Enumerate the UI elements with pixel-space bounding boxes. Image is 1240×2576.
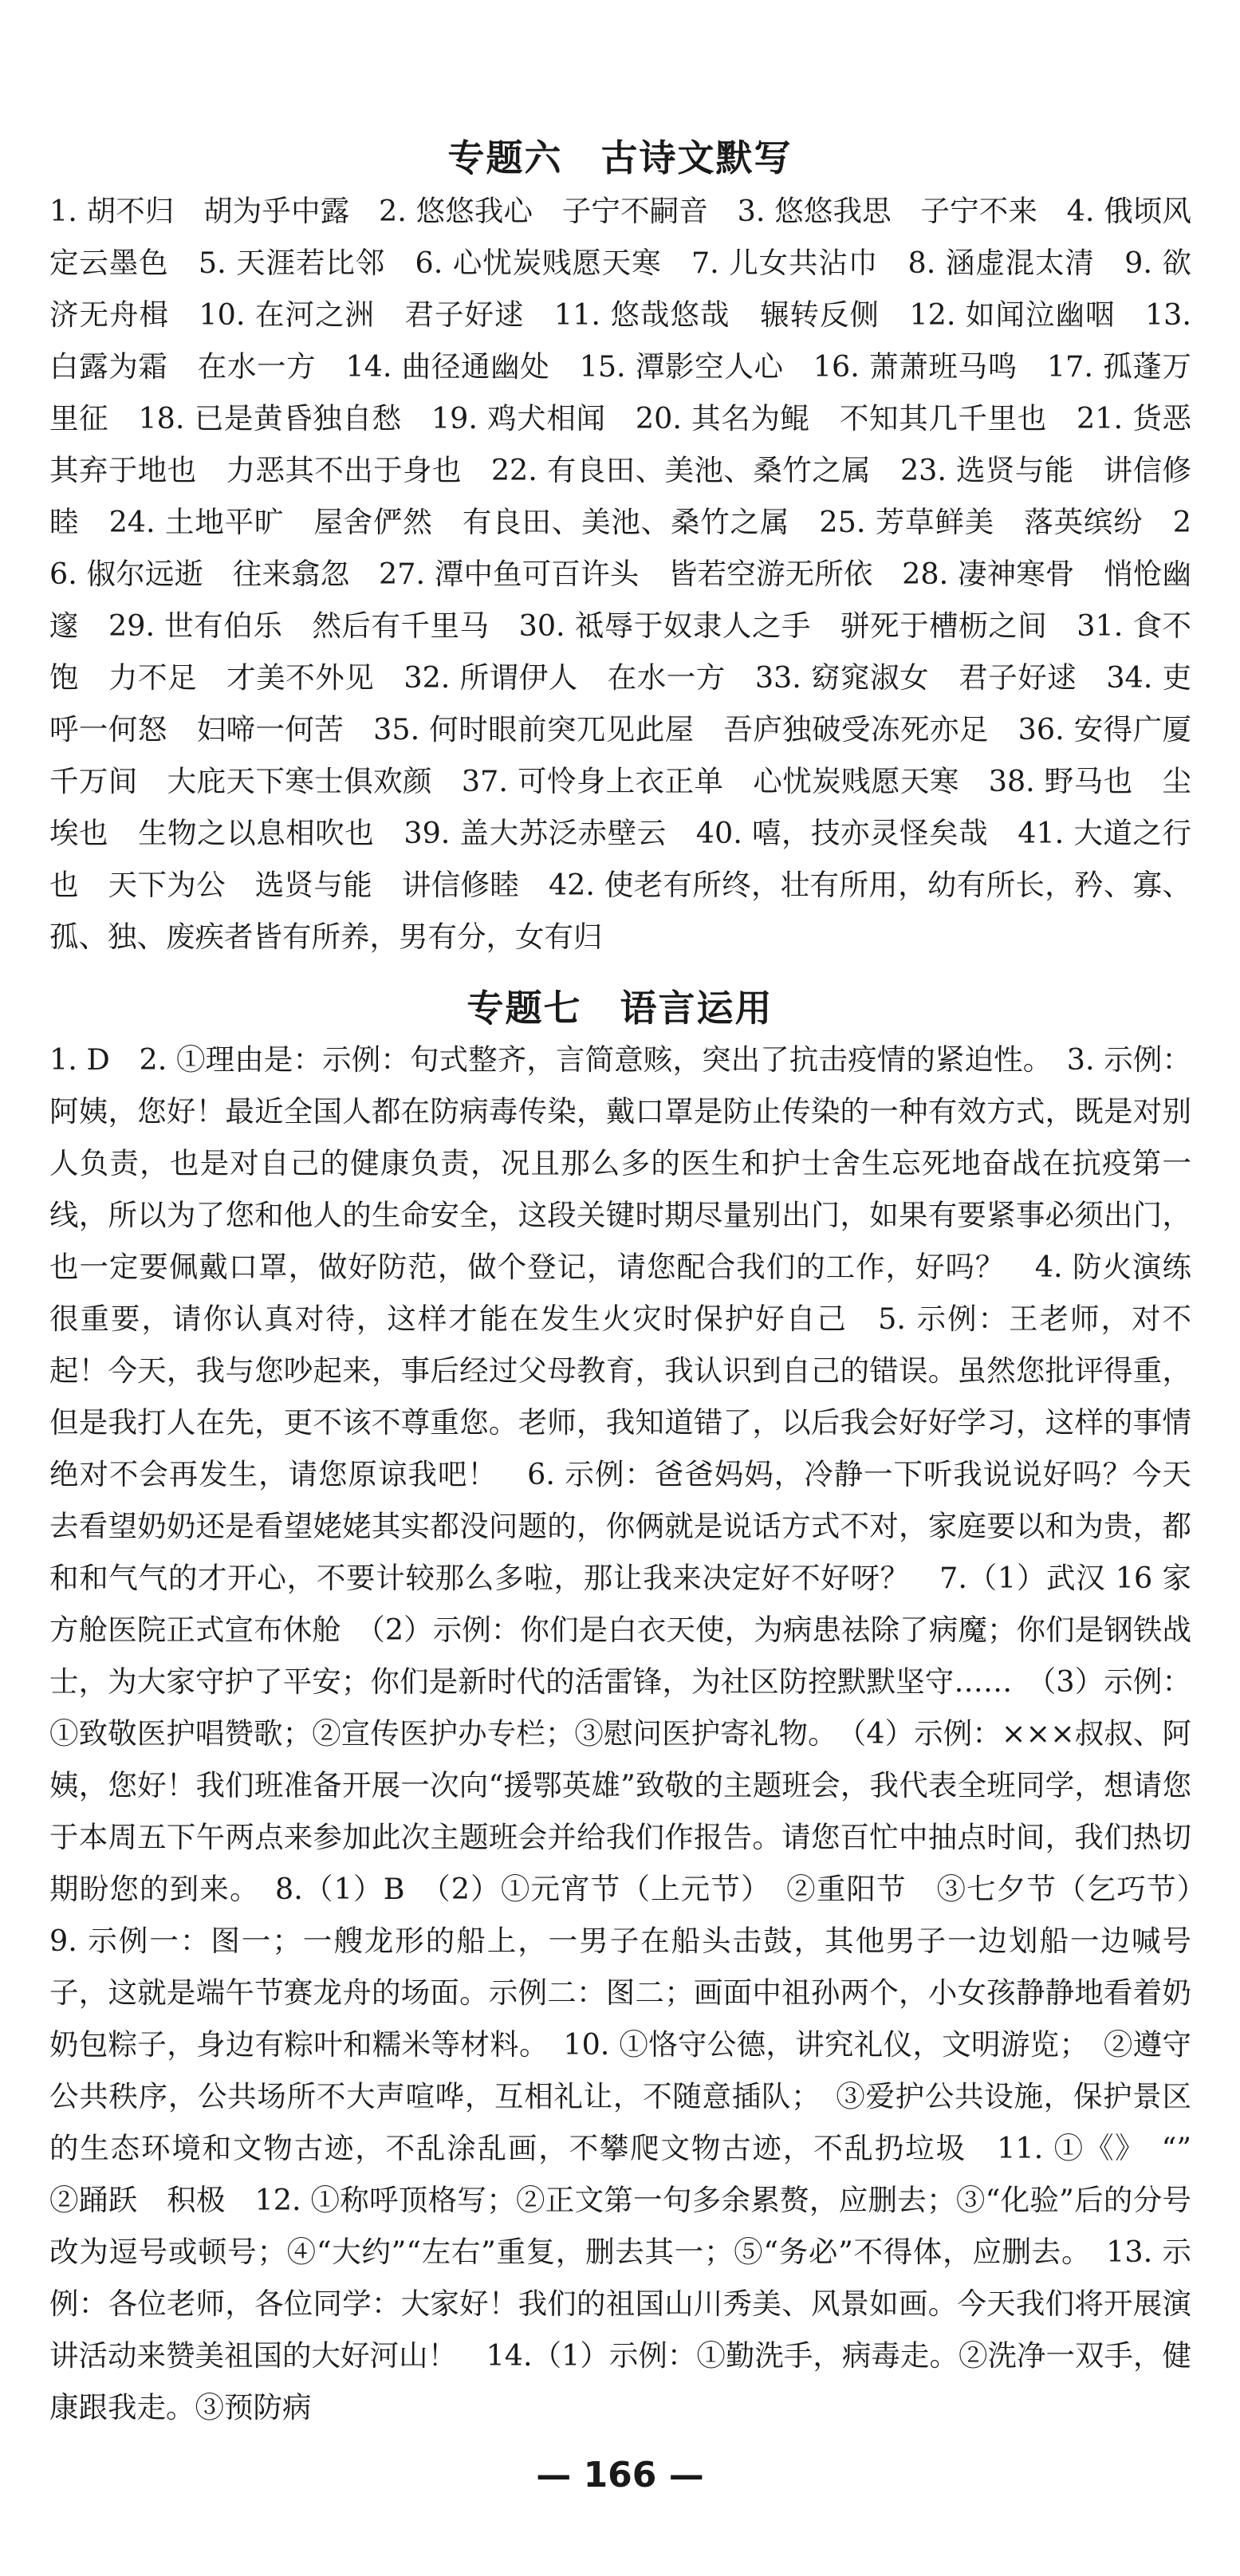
section-title-topic-6: 专题六 古诗文默写 bbox=[447, 136, 793, 179]
answers-topic-6: 1. 胡不归 胡为乎中露 2. 悠悠我心 子宁不嗣音 3. 悠悠我思 子宁不来 4. 俄顷风定云墨色 5. 天涯若比邻 6. 心忧炭贱愿天寒 7. 儿女共沾巾 8. 涵虚混太清 9. 欲济无舟楫 10. 在河之洲 君子好逑 11. 悠哉悠哉 辗转反侧 12. 如闻泣幽咽 13. 白露为霜 在水一方 14. 曲径通幽处 15. 潭影空人心 16. 萧萧班马鸣 17. 孤蓬万里征 18. 已是黄昏独自愁 19. 鸡犬相闻 20. 其名为鲲 不知其几千里也 21. 货恶其弃于地也 力恶其不出于身也 22. 有良田、美池、桑竹之属 23. 选贤与能 讲信修睦 24. 土地平旷 屋舍俨然 有良田、美池、桑竹之属 25. 芳草鲜美 落英缤纷 26. 俶尔远逝 往来翕忽 27. 潭中鱼可百许头 皆若空游无所依 28. 凄神寒骨 悄怆幽邃 29. 世有伯乐 然后有千里马 30. 祗辱于奴隶人之手 骈死于槽枥之间 31. 食不饱 力不足 才美不外见 32. 所谓伊人 在水一方 33. 窈窕淑女 君子好逑 34. 吏呼一何怒 妇啼一何苦 35. 何时眼前突兀见此屋 吾庐独破受冻死亦足 36. 安得广厦千万间 大庇天下寒士俱欢颜 37. 可怜身上衣正单 心忧炭贱愿天寒 38. 野马也 尘埃也 生物之以息相吹也 39. 盖大苏泛赤壁云 40. 嘻，技亦灵怪矣哉 41. 大道之行也 天下为公 选贤与能 讲信修睦 42. 使老有所终，壮有所用，幼有所长，矜、寡、孤、独、废疾者皆有所养，男有分，女有归 bbox=[49, 194, 1191, 954]
section-title-topic-7: 专题七 语言运用 bbox=[466, 987, 774, 1030]
page-number: — 166 — bbox=[536, 2455, 704, 2495]
answers-topic-7: 1. D 2. ①理由是：示例：句式整齐，言简意赅，突出了抗击疫情的紧迫性。 3. 示例：阿姨，您好！最近全国人都在防病毒传染，戴口罩是防止传染的一种有效方式，既是对别人负责，也是对自己的健康负责，况且那么多的医生和护士舍生忘死地奋战在抗疫第一线，所以为了您和他人的生命安全，这段关键时期尽量别出门，如果有要紧事必须出门，也一定要佩戴口罩，做好防范，做个登记，请您配合我们的工作，好吗？ 4. 防火演练很重要，请你认真对待，这样才能在发生火灾时保护好自己 5. 示例：王老师，对不起！今天，我与您吵起来，事后经过父母教育，我认识到自己的错误。虽然您批评得重，但是我打人在先，更不该不尊重您。老师，我知道错了，以后我会好好学习，这样的事情绝对不会再发生，请您原谅我吧！ 6. 示例：爸爸妈妈，冷静一下听我说说好吗？今天去看望奶奶还是看望姥姥其实都没问题的，你俩就是说话方式不对，家庭要以和为贵，都和和气气的才开心，不要计较那么多啦，那让我来决定好不好呀？ 7.（1）武汉 16 家方舱医院正式宣布休舱 （2）示例：你们是白衣天使，为病患祛除了病魔；你们是钢铁战士，为大家守护了平安；你们是新时代的活雷锋，为社区防控默默坚守…… （3）示例：①致敬医护唱赞歌；②宣传医护办专栏；③慰问医护寄礼物。 （4）示例：×××叔叔、阿姨，您好！我们班准备开展一次向“援鄂英雄”致敬的主题班会，我代表全班同学，想请您于本周五下午两点来参加此次主题班会并给我们作报告。请您百忙中抽点时间，我们热切期盼您的到来。 8.（1）B （2）①元宵节（上元节） ②重阳节 ③七夕节（乞巧节） 9. 示例一：图一；一艘龙形的船上，一男子在船头击鼓，其他男子一边划船一边喊号子，这就是端午节赛龙舟的场面。示例二：图二；画面中祖孙两个，小女孩静静地看着奶奶包粽子，身边有粽叶和糯米等材料。 10. ①恪守公德，讲究礼仪，文明游览； ②遵守公共秩序，公共场所不大声喧哗，互相礼让，不随意插队； ③爱护公共设施，保护景区的生态环境和文物古迹，不乱涂乱画，不攀爬文物古迹，不乱扔垃圾 11. ①《》 “” ②踊跃 积极 12. ①称呼顶格写；②正文第一句多余累赘，应删去；③“化验”后的分号改为逗号或顿号；④“大约”“左右”重复，删去其一；⑤“务必”不得体，应删去。 13. 示例：各位老师，各位同学：大家好！我们的祖国山川秀美、风景如画。今天我们将开展演讲活动来赞美祖国的大好河山！ 14.（1）示例：①勤洗手，病毒走。②洗净一双手，健康跟我走。③预防病 bbox=[49, 1042, 1221, 2424]
